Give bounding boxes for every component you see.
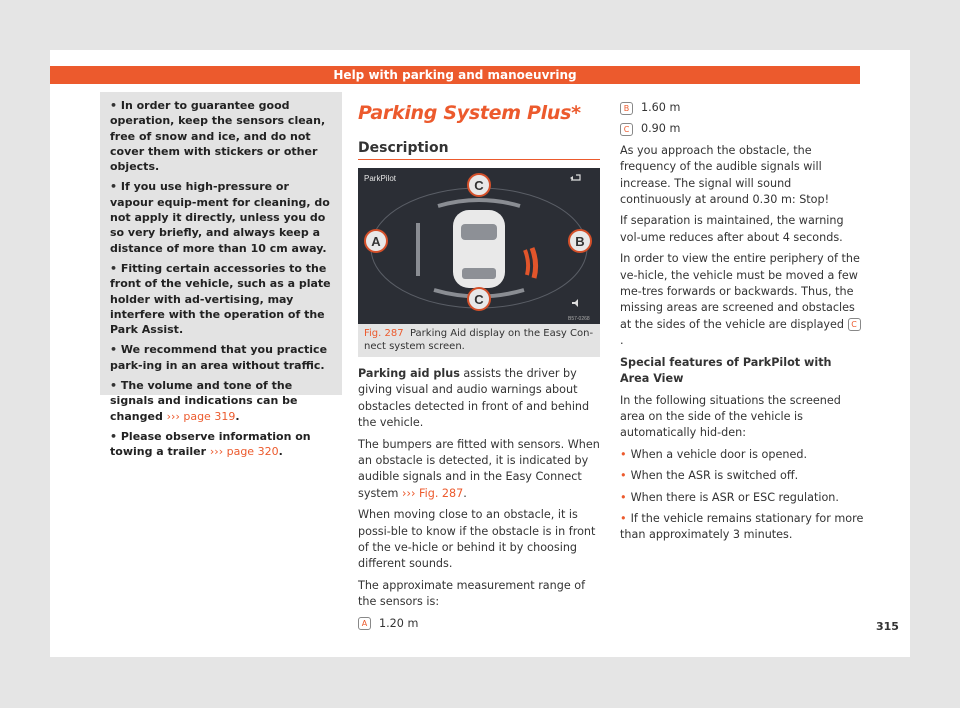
page-link[interactable]: ››› page 320 xyxy=(209,445,279,459)
caption-text: Parking Aid display on the Easy Con-nect system screen. xyxy=(364,328,594,352)
subheading: Special features of ParkPilot with Area View xyxy=(620,355,832,386)
label-a-text: A xyxy=(371,234,381,249)
page-link[interactable]: ››› page 319 xyxy=(166,409,236,423)
warning-item: • If you use high-pressure or vapour equip-ment for cleaning, do not apply it directly, unless you do so very briefly, and always keep a distance of more than 10 cm away. xyxy=(110,180,330,255)
label-c-top-text: C xyxy=(474,178,484,193)
warning-item: • Fitting certain accessories to the front of the vehicle, such as a plate holder with ad-vertising, may interfere with the operation of the Park Assist. xyxy=(110,261,331,337)
figure-link[interactable]: ››› Fig. 287 xyxy=(402,486,464,500)
measurement-b: B 1.60 m xyxy=(620,100,864,116)
column-2 xyxy=(358,366,602,637)
label-c-marker: C xyxy=(620,123,633,136)
section-divider xyxy=(358,159,600,160)
warning-box xyxy=(100,92,342,459)
label-b-marker: B xyxy=(620,102,633,115)
paragraph: When moving close to an obstacle, it is possi-ble to know if the obstacle is in front of the ve-hicle or behind it by choosing different sounds. xyxy=(358,508,596,571)
paragraph: The bumpers are fitted with sensors. When an obstacle is detected, it is indicated by audible signals and in the Easy Connect system ››› Fig. 287. xyxy=(358,437,600,500)
paragraph: In the following situations the screened area on the side of the vehicle is automatically hid-den: xyxy=(620,393,841,440)
label-c-bottom-text: C xyxy=(474,292,484,307)
figure-caption xyxy=(358,324,600,357)
chapter-header: Help with parking and manoeuvring xyxy=(50,66,860,84)
column-3 xyxy=(620,100,864,549)
label-a-marker: A xyxy=(358,617,371,630)
list-item: • When the ASR is switched off. xyxy=(620,469,799,483)
label-c-marker: C xyxy=(848,318,861,331)
list-item: • If the vehicle remains stationary for more than approximately 3 minutes. xyxy=(620,511,864,542)
subsection-title: Description xyxy=(358,140,449,156)
warning-item: • In order to guarantee good operation, keep the sensors clean, free of snow and ice, and do not cover them with stickers or other objects. xyxy=(110,99,326,174)
warning-item: • The volume and tone of the signals and indications can be changed ››› page 319. xyxy=(110,379,298,423)
figure-code: B57-0268 xyxy=(568,316,590,322)
list-item: • When a vehicle door is opened. xyxy=(620,447,808,461)
measurement-a: A 1.20 m xyxy=(358,616,602,632)
paragraph: The approximate measurement range of the sensors is: xyxy=(358,578,586,609)
label-b-text: B xyxy=(575,234,585,249)
car-windscreen xyxy=(461,224,497,240)
section-title: Parking System Plus* xyxy=(358,102,581,124)
parkpilot-figure xyxy=(358,168,600,324)
warning-item: • We recommend that you practice park-ing in an area without traffic. xyxy=(110,343,328,372)
page-number: 315 xyxy=(876,620,899,633)
figure-number: Fig. 287 xyxy=(364,328,404,339)
paragraph: If separation is maintained, the warning vol-ume reduces after about 4 seconds. xyxy=(620,214,844,244)
paragraph: In order to view the entire periphery of the ve-hicle, the vehicle must be moved a few me-tres forwards or backwards. Thus, the missing areas are screened and obstacles at the sides of the vehicle are displayed C. xyxy=(620,252,860,348)
measurement-c: C 0.90 m xyxy=(620,121,864,137)
car-rear-window xyxy=(462,268,496,279)
warning-item: • Please observe information on towing a trailer ››› page 320. xyxy=(110,429,311,459)
paragraph: Parking aid plus assists the driver by giving visual and audio warnings about obstacles detected in front of and behind the vehicle. xyxy=(358,367,590,430)
parkpilot-screen xyxy=(358,168,600,324)
screen-title: ParkPilot xyxy=(364,174,397,183)
list-item: • When there is ASR or ESC regulation. xyxy=(620,490,839,504)
paragraph: As you approach the obstacle, the frequency of the audible signals will increase. The signal will sound continuously at around 0.30 m: Stop! xyxy=(620,143,830,207)
